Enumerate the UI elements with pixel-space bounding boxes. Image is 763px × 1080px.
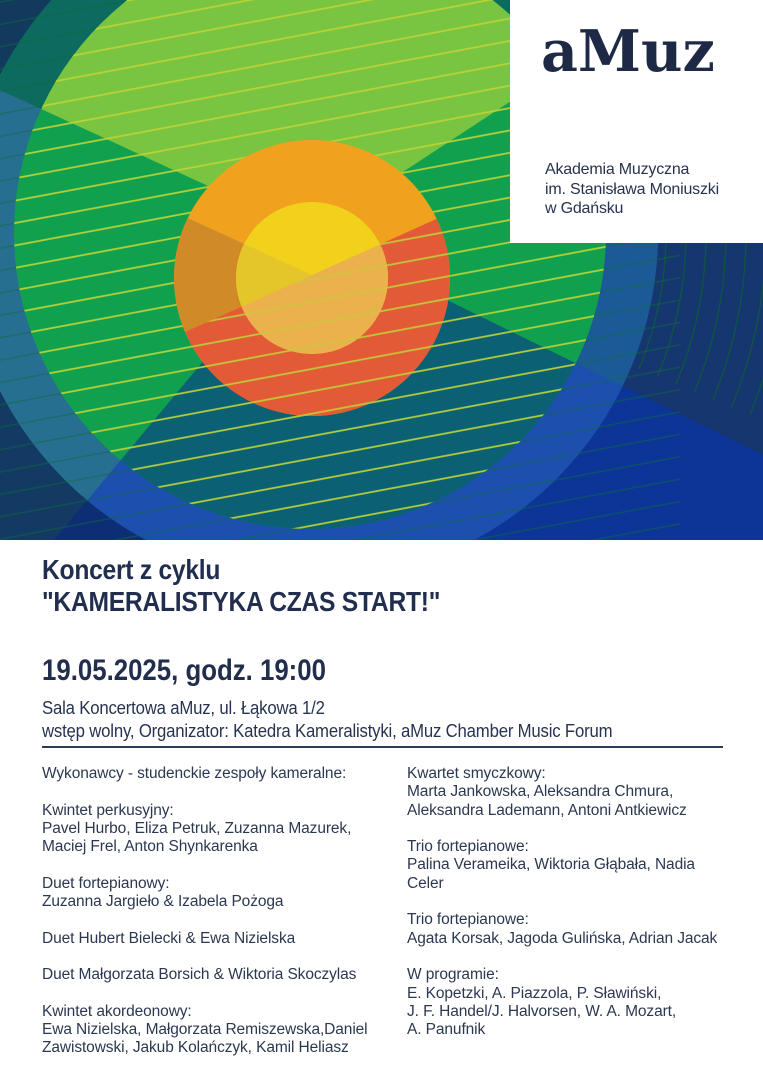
divider-rule — [42, 746, 723, 748]
text-line: Agata Korsak, Jagoda Gulińska, Adrian Jacak — [407, 929, 718, 947]
text-line — [42, 911, 402, 929]
event-datetime: 19.05.2025, godz. 19:00 — [42, 654, 326, 687]
text-line — [42, 783, 402, 801]
address-line: im. Stanisława Moniuszki — [545, 180, 719, 198]
text-line: Celer — [407, 874, 444, 892]
event-admission: wstęp wolny, Organizator: Katedra Kameralistyki, aMuz Chamber Music Forum — [42, 721, 613, 741]
text-line: Kwintet perkusyjny: — [42, 801, 174, 819]
text-line: Duet Małgorzata Borsich & Wiktoria Skoczylas — [42, 966, 357, 984]
text-line: Zuzanna Jargieło & Izabela Pożoga — [42, 893, 284, 911]
text-line: Duet fortepianowy: — [42, 874, 170, 892]
text-line — [42, 856, 402, 874]
text-line — [407, 948, 757, 966]
text-line: W programie: — [407, 966, 499, 984]
series-line2: "KAMERALISTYKA CZAS START!" — [42, 586, 441, 617]
text-line — [42, 948, 402, 966]
text-line: Kwartet smyczkowy: — [407, 765, 546, 782]
text-line: E. Kopetzki, A. Piazzola, P. Sławiński, — [407, 984, 662, 1002]
text-line: Aleksandra Lademann, Antoni Antkiewicz — [407, 801, 687, 819]
text-line — [407, 893, 757, 911]
text-line — [42, 985, 402, 1003]
address-line: w Gdańsku — [545, 200, 624, 217]
logo-panel — [510, 0, 763, 243]
text-line: J. F. Handel/J. Halvorsen, W. A. Mozart, — [407, 1002, 677, 1020]
text-line: Wykonawcy - studenckie zespoły kameralne: — [42, 765, 347, 782]
performers-left-column — [42, 765, 402, 1058]
text-line: A. Panufnik — [407, 1021, 486, 1039]
performers-right-column — [407, 765, 757, 1039]
academy-address — [545, 160, 719, 219]
text-line: Duet Hubert Bielecki & Ewa Nizielska — [42, 929, 296, 947]
text-line: Kwintet akordeonowy: — [42, 1002, 192, 1020]
amuz-logo: aMuz — [541, 18, 715, 85]
event-series-title — [42, 554, 440, 618]
text-line: Trio fortepianowe: — [407, 911, 529, 929]
text-line: Marta Jankowska, Aleksandra Chmura, — [407, 783, 674, 801]
text-line: Ewa Nizielska, Małgorzata Remiszewska,Daniel — [42, 1021, 368, 1039]
text-line: Trio fortepianowe: — [407, 838, 529, 856]
address-line: Akademia Muzyczna — [545, 161, 690, 178]
series-line1: Koncert z cyklu — [42, 554, 221, 585]
text-line: Palina Verameika, Wiktoria Głąbała, Nadia — [407, 856, 695, 874]
text-line: Pavel Hurbo, Eliza Petruk, Zuzanna Mazurek, — [42, 819, 352, 837]
text-line — [407, 820, 757, 838]
event-venue: Sala Koncertowa aMuz, ul. Łąkowa 1/2 — [42, 698, 325, 718]
text-line: Zawistowski, Jakub Kolańczyk, Kamil Heliasz — [42, 1039, 349, 1057]
text-line: Maciej Frel, Anton Shynkarenka — [42, 838, 258, 856]
